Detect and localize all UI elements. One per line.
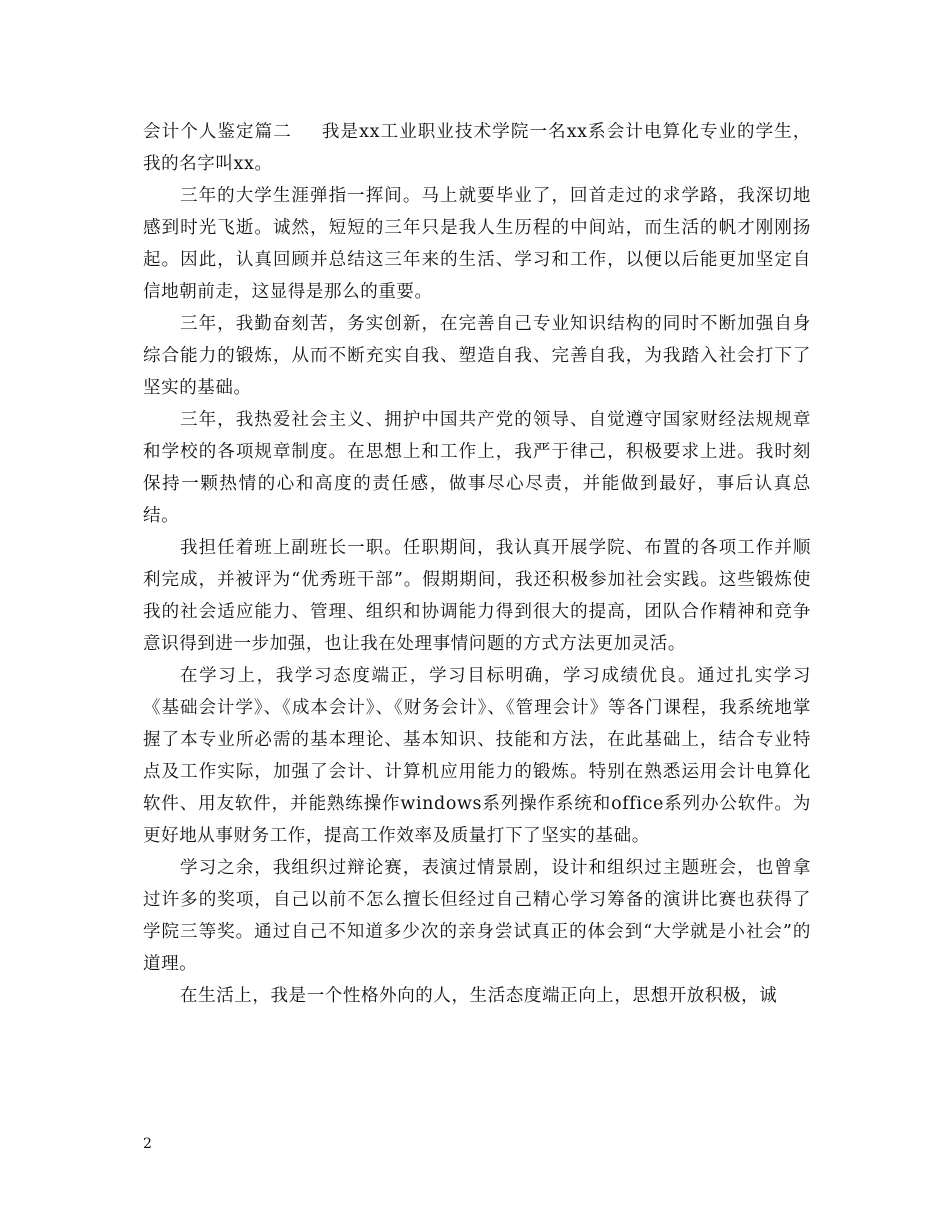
paragraph-5: 在学习上，我学习态度端正，学习目标明确，学习成绩优良。通过扎实学习《基础会计学》、《成本会计》、《财务会计》、《管理会计》等各门课程，我系统地掌握了本专业所必需的基本理论、基本知识、技能和方法，在此基础上，结合专业特点及工作实际，加强了会计、计算机应用能力的锻炼。特别在熟悉运用会计电算化软件、用友软件，并能熟练操作windows系列操作系统和office系列办公软件。为更好地从事财务工作，提高工作效率及质量打下了坚实的基础。 (143, 666, 811, 846)
first-paragraph (143, 116, 811, 180)
paragraph-2: 三年，我勤奋刻苦，务实创新，在完善自己专业知识结构的同时不断加强自身综合能力的锻炼，从而不断充实自我、塑造自我、完善自我，为我踏入社会打下了坚实的基础。 (143, 314, 811, 398)
intro-text: 我是xx工业职业技术学院一名xx系会计电算化专业的学生，我的名字叫xx。 (143, 122, 811, 174)
paragraph-3: 三年，我热爱社会主义、拥护中国共产党的领导、自觉遵守国家财经法规规章和学校的各项规章制度。在思想上和工作上，我严于律己，积极要求上进。我时刻保持一颗热情的心和高度的责任感，做事尽心尽责，并能做到最好，事后认真总结。 (143, 410, 811, 526)
document-body (143, 116, 811, 1012)
document-title: 会计个人鉴定篇二 (143, 122, 292, 142)
page-number: 2 (143, 1136, 152, 1152)
paragraph-1: 三年的大学生涯弹指一挥间。马上就要毕业了，回首走过的求学路，我深切地感到时光飞逝。诚然，短短的三年只是我人生历程的中间站，而生活的帆才刚刚扬起。因此，认真回顾并总结这三年来的生活、学习和工作，以便以后能更加坚定自信地朝前走，这显得是那么的重要。 (143, 186, 811, 302)
paragraph-4: 我担任着班上副班长一职。任职期间，我认真开展学院、布置的各项工作并顺利完成，并被评为“优秀班干部”。假期期间，我还积极参加社会实践。这些锻炼使我的社会适应能力、管理、组织和协调能力得到很大的提高，团队合作精神和竞争意识得到进一步加强，也让我在处理事情问题的方式方法更加灵活。 (143, 538, 811, 654)
paragraph-7: 在生活上，我是一个性格外向的人，生活态度端正向上，思想开放积极，诚 (180, 986, 778, 1006)
paragraph-6: 学习之余，我组织过辩论赛，表演过情景剧，设计和组织过主题班会，也曾拿过许多的奖项，自己以前不怎么擅长但经过自己精心学习筹备的演讲比赛也获得了学院三等奖。通过自己不知道多少次的亲身尝试真正的体会到“大学就是小社会”的道理。 (143, 858, 811, 974)
